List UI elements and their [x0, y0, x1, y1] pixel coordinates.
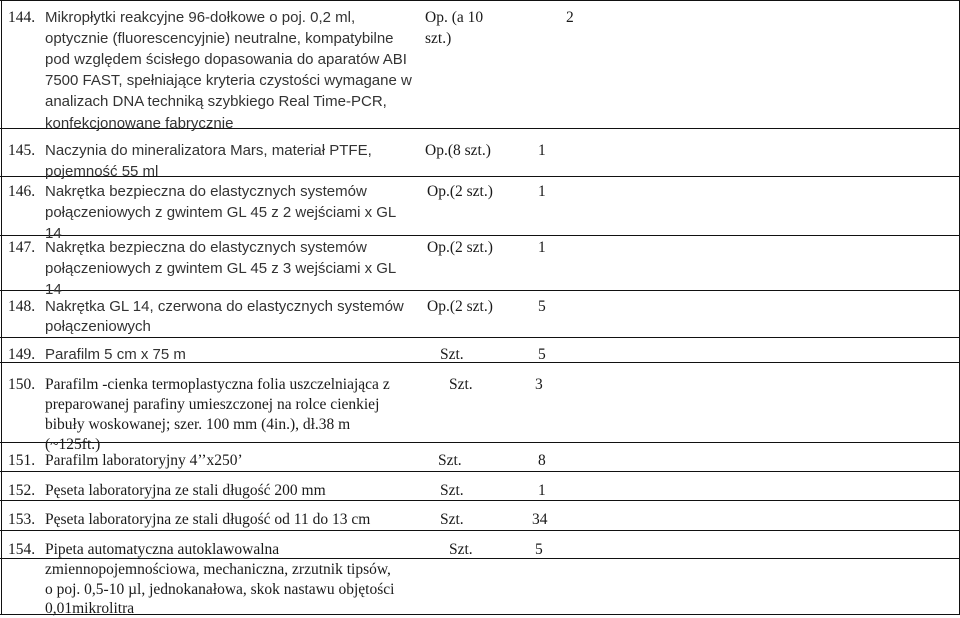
item-description-line: optycznie (fluorescencyjnie) neutralne, kompatybilne: [45, 30, 394, 47]
quantity: 8: [538, 452, 546, 469]
row-number: 154.: [8, 541, 36, 558]
item-description-line: Nakrętka GL 14, czerwona do elastycznych systemów: [45, 298, 404, 315]
quantity: 3: [535, 376, 543, 393]
item-description-line: Nakrętka bezpieczna do elastycznych systemów: [45, 239, 367, 256]
row-divider: [0, 471, 960, 472]
row-divider: [0, 235, 960, 236]
item-description-line: Pipeta automatyczna autoklawowalna: [45, 541, 280, 558]
unit-of-measure: Op.(2 szt.): [427, 298, 493, 315]
unit-of-measure: Szt.: [449, 376, 473, 393]
row-number: 147.: [8, 239, 36, 256]
item-description-line: 14: [45, 281, 62, 298]
item-description-line: preparowanej parafiny umieszczonej na rolce cienkiej: [45, 396, 380, 413]
item-description-line: bibuły woskowanej; szer. 100 mm (4in.), dł.38 m: [45, 416, 351, 433]
row-divider: [0, 0, 960, 1]
item-description-line: Parafilm laboratoryjny 4’’x250’: [45, 452, 243, 469]
quantity: 5: [535, 541, 543, 558]
item-description-line: Pęseta laboratoryjna ze stali długość od 11 do 13 cm: [45, 511, 371, 528]
unit-of-measure: Op. (a 10: [425, 9, 484, 26]
item-description-line: Naczynia do mineralizatora Mars, materiał PTFE,: [45, 142, 372, 159]
quantity: 1: [538, 183, 546, 200]
quantity: 5: [538, 298, 546, 315]
row-number: 146.: [8, 183, 36, 200]
unit-of-measure: Szt.: [440, 346, 464, 363]
item-description-line: 14: [45, 225, 62, 242]
row-number: 153.: [8, 511, 36, 528]
item-description-line: pojemność 55 ml: [45, 163, 159, 180]
item-description-line: połączeniowych z gwintem GL 45 z 3 wejściami x GL: [45, 260, 397, 277]
item-description-line: konfekcjonowane fabrycznie: [45, 115, 234, 132]
row-number: 151.: [8, 452, 36, 469]
row-divider: [0, 614, 960, 615]
row-divider: [0, 500, 960, 501]
unit-of-measure: Op.(2 szt.): [427, 183, 493, 200]
item-description-line: analizach DNA techniką szybkiego Real Time-PCR,: [45, 93, 387, 110]
row-number: 150.: [8, 376, 36, 393]
item-description-line: połączeniowych: [45, 318, 151, 335]
item-description-line: Mikropłytki reakcyjne 96-dołkowe o poj. 0,2 ml,: [45, 9, 356, 26]
quantity: 5: [538, 346, 546, 363]
quantity: 1: [538, 142, 546, 159]
unit-of-measure: szt.): [425, 30, 452, 47]
quantity: 2: [566, 9, 574, 26]
row-number: 144.: [8, 9, 36, 26]
row-divider: [0, 530, 960, 531]
item-description-line: połączeniowych z gwintem GL 45 z 2 wejściami x GL: [45, 204, 397, 221]
item-description-line: zmiennopojemnościowa, mechaniczna, zrzutnik tipsów,: [45, 561, 391, 578]
row-number: 148.: [8, 298, 36, 315]
unit-of-measure: Op.(8 szt.): [425, 142, 491, 159]
row-number: 145.: [8, 142, 36, 159]
row-number: 152.: [8, 482, 36, 499]
item-description-line: o poj. 0,5-10 µl, jednokanałowa, skok nastawu objętości: [45, 581, 395, 598]
unit-of-measure: Op.(2 szt.): [427, 239, 493, 256]
item-description-line: 0,01mikrolitra: [45, 600, 135, 617]
row-divider: [0, 442, 960, 443]
item-description-line: 7500 FAST, spełniające kryteria czystości wymagane w: [45, 72, 412, 89]
quantity: 1: [538, 482, 546, 499]
item-description-line: Parafilm 5 cm x 75 m: [45, 346, 186, 363]
unit-of-measure: Szt.: [449, 541, 473, 558]
item-description-line: Parafilm -cienka termoplastyczna folia uszczelniająca z: [45, 376, 390, 393]
row-number: 149.: [8, 346, 36, 363]
item-description-line: pod względem ścisłego dopasowania do aparatów ABI: [45, 51, 407, 68]
item-description-line: (~125ft.): [45, 436, 101, 453]
row-divider: [0, 290, 960, 291]
quantity: 34: [532, 511, 548, 528]
unit-of-measure: Szt.: [438, 452, 462, 469]
unit-of-measure: Szt.: [440, 511, 464, 528]
quantity: 1: [538, 239, 546, 256]
column-border: [1, 0, 2, 614]
row-divider: [0, 337, 960, 338]
item-description-line: Nakrętka bezpieczna do elastycznych systemów: [45, 183, 367, 200]
unit-of-measure: Szt.: [440, 482, 464, 499]
item-description-line: Pęseta laboratoryjna ze stali długość 200 mm: [45, 482, 326, 499]
